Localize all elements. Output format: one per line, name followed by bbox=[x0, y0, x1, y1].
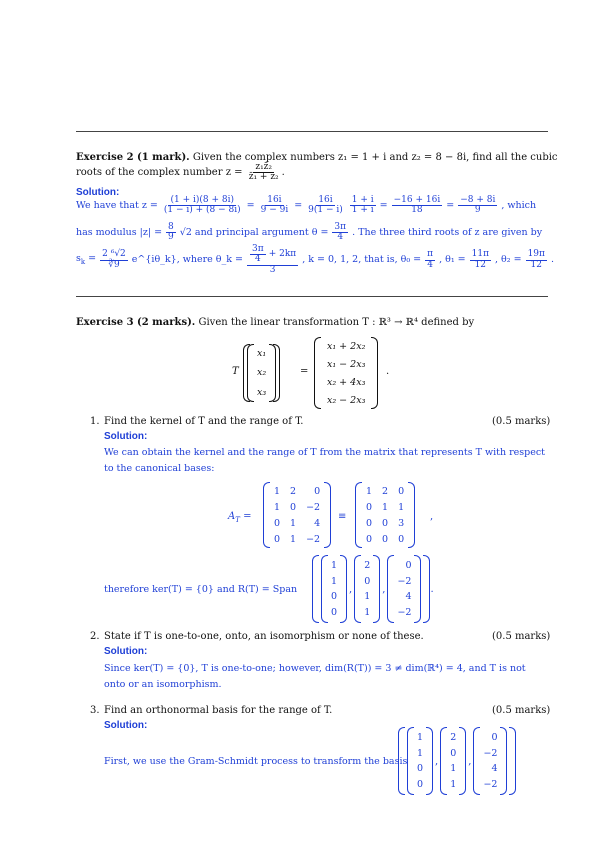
matrix-entry: 1 bbox=[290, 533, 297, 545]
vector-entry: −2 bbox=[483, 778, 498, 790]
item-3-solution-line1: First, we use the Gram-Schmidt process to transform the basis bbox=[104, 756, 408, 767]
matrix-entry: 2 bbox=[382, 485, 389, 497]
vector-entry: 1 bbox=[417, 732, 424, 744]
matrix-entry: 0 bbox=[398, 533, 405, 545]
vector-entry: 0 bbox=[331, 591, 338, 603]
kernel-range-statement: therefore ker(T) = {0} and R(T) = Span bbox=[104, 584, 298, 595]
vector-entry: 2 bbox=[364, 560, 371, 572]
item-2-solution-label: Solution: bbox=[104, 646, 148, 657]
item-3-marks: (0.5 marks) bbox=[492, 705, 551, 716]
exercise-2-text: Given the complex numbers z₁ = 1 + i and z₂ = 8 − 8i, find all the cubic bbox=[192, 152, 558, 163]
period: . bbox=[386, 366, 390, 377]
matrix-entry: −2 bbox=[306, 501, 321, 513]
equiv-sign: ≡ bbox=[338, 511, 347, 522]
exercise-2-solution-line2: has modulus |z| = $\frac{8}{9}$ √2 and principal argument θ = $\frac{3\pi}{4}$ . The three third roots of z are given by bbox=[76, 222, 543, 243]
matrix-entry: 1 bbox=[398, 501, 405, 513]
exercise-3-text: Given the linear transformation T : ℝ³ → ℝ⁴ defined by bbox=[198, 317, 475, 328]
vector-entry: 0 bbox=[450, 747, 457, 759]
item-2-text: State if T is one-to-one, onto, an isomorphism or none of these. bbox=[104, 631, 424, 642]
column-vector bbox=[321, 555, 347, 623]
matrix-entry: 0 bbox=[290, 501, 297, 513]
item-1-solution-line1: We can obtain the kernel and the range of T from the matrix that represents T with respect bbox=[104, 447, 545, 458]
vector-entry: 1 bbox=[331, 575, 338, 587]
matrix-entry: 0 bbox=[274, 517, 281, 529]
item-2-marks: (0.5 marks) bbox=[492, 631, 551, 642]
vector-entry: 0 bbox=[364, 575, 371, 587]
item-2-number: 2. bbox=[90, 631, 100, 642]
matrix-entry: 0 bbox=[274, 533, 281, 545]
matrix-entry: 1 bbox=[274, 485, 281, 497]
exercise-2-text2: roots of the complex number z = bbox=[76, 166, 243, 178]
matrix-entry: 3 bbox=[398, 517, 405, 529]
item-3-solution-label: Solution: bbox=[104, 720, 148, 731]
vector-entry: 1 bbox=[417, 747, 424, 759]
vector-entry: 1 bbox=[364, 591, 371, 603]
matrix-entry: 1 bbox=[366, 485, 373, 497]
vector-entry: 1 bbox=[364, 606, 371, 618]
vector-entry: 4 bbox=[405, 591, 412, 603]
item-3-text: Find an orthonormal basis for the range of T. bbox=[104, 705, 333, 716]
vector-entry: x₃ bbox=[257, 386, 267, 398]
matrix-entry: −2 bbox=[306, 533, 321, 545]
matrix-entry: 0 bbox=[382, 533, 389, 545]
column-vector bbox=[407, 727, 433, 795]
basis-vectors bbox=[398, 728, 516, 794]
vector-entry: 4 bbox=[491, 763, 498, 775]
exercise-3-title: Exercise 3 (2 marks). bbox=[76, 317, 196, 328]
exercise-2-solution-line3: $s_k$ = $\frac{\text{2 ⁶√2}}{∛9}$ e^{iθ_k}, where θ_k = $\frac{3\pi}{4}$ + 2kπ 3 , k = 0, 1, 2, that is, θ₀ = $\frac{\pi}{4}$ , θ₁ = $\frac{11\pi}{12}$ , θ₂ = $\frac{19\pi}{12}$ . bbox=[76, 244, 554, 275]
exercise-3-statement bbox=[76, 318, 474, 328]
item-2-solution-line1: Since ker(T) = {0}, T is one-to-one; however, dim(R(T)) = 3 ≠ dim(ℝ⁴) = 4, and T is not bbox=[104, 663, 526, 674]
item-1-solution-label: Solution: bbox=[104, 431, 148, 442]
comma: , bbox=[349, 583, 353, 595]
vector-entry: 0 bbox=[417, 778, 424, 790]
vector-entry: x₁ − 2x₃ bbox=[327, 358, 366, 370]
column-vector bbox=[387, 555, 421, 623]
matrix-entry: 4 bbox=[314, 517, 321, 529]
item-3-number: 3. bbox=[90, 705, 100, 716]
matrix-entry: 1 bbox=[382, 501, 389, 513]
vector-entry: −2 bbox=[483, 747, 498, 759]
matrix-entry: 1 bbox=[290, 517, 297, 529]
item-1-solution-line2: to the canonical bases: bbox=[104, 463, 215, 474]
top-rule bbox=[76, 131, 548, 132]
T-label: T bbox=[232, 366, 239, 377]
matrix-entry: 0 bbox=[382, 517, 389, 529]
matrix-reduced bbox=[355, 482, 415, 548]
output-vector bbox=[314, 337, 378, 409]
vector-entry: 2 bbox=[450, 732, 457, 744]
vector-entry: x₂ bbox=[257, 367, 267, 379]
vector-entry: 0 bbox=[331, 606, 338, 618]
matrix-entry: 0 bbox=[398, 485, 405, 497]
matrix-entry: 0 bbox=[366, 533, 373, 545]
exercise-2-title: Exercise 2 (1 mark). bbox=[76, 152, 190, 163]
exercise-2-solution-label: Solution: bbox=[76, 187, 120, 198]
exercise-2-solution-line1: We have that z = $\frac{(1 + i)(8 + 8i)}{(1 - i) + (8 - 8i)}$ = $\frac{16i}{9 - 9i}$ = $\frac{16i}{9(1 - i)}$ $\frac{1 + i}{1 + i}$ = $\frac{-16 + 16i}{18}$ = $\frac{-8 + 8i}{9}$ , which bbox=[76, 195, 537, 216]
vector-entry: −2 bbox=[397, 606, 412, 618]
matrix-entry: 1 bbox=[274, 501, 281, 513]
item-2-solution-line2: onto or an isomorphism. bbox=[104, 679, 222, 690]
exercise-2-statement-line2: roots of the complex number z = $\frac{\text{z₁z̄₂}}{\text{z̄₁ + z₂}}$ . bbox=[76, 162, 285, 183]
item-1-number: 1. bbox=[90, 416, 100, 427]
column-vector bbox=[473, 727, 507, 795]
exercise-2-statement bbox=[76, 153, 558, 163]
middle-rule bbox=[76, 296, 548, 297]
span-vectors bbox=[312, 556, 434, 622]
comma: , bbox=[430, 511, 434, 522]
AT-label: $A_T$ = bbox=[228, 511, 252, 524]
comma: , bbox=[468, 755, 472, 767]
comma: , bbox=[382, 583, 386, 595]
matrix-AT bbox=[263, 482, 331, 548]
vector-entry: −2 bbox=[397, 575, 412, 587]
item-1-text: Find the kernel of T and the range of T. bbox=[104, 416, 304, 427]
matrix-entry: 0 bbox=[366, 517, 373, 529]
vector-entry: 0 bbox=[405, 560, 412, 572]
equals-sign: = bbox=[300, 366, 309, 377]
input-vector bbox=[243, 344, 280, 402]
column-vector bbox=[354, 555, 380, 623]
item-1-marks: (0.5 marks) bbox=[492, 416, 551, 427]
period: . bbox=[430, 583, 434, 595]
vector-entry: 1 bbox=[450, 778, 457, 790]
vector-entry: 0 bbox=[491, 732, 498, 744]
matrix-entry: 0 bbox=[314, 485, 321, 497]
vector-entry: x₂ + 4x₃ bbox=[327, 376, 366, 388]
matrix-entry: 2 bbox=[290, 485, 297, 497]
vector-entry: x₁ bbox=[257, 348, 267, 360]
comma: , bbox=[435, 755, 439, 767]
vector-entry: x₁ + 2x₂ bbox=[327, 340, 366, 352]
vector-entry: 0 bbox=[417, 763, 424, 775]
matrix-entry: 0 bbox=[366, 501, 373, 513]
vector-entry: 1 bbox=[450, 763, 457, 775]
column-vector bbox=[440, 727, 466, 795]
vector-entry: 1 bbox=[331, 560, 338, 572]
vector-entry: x₂ − 2x₃ bbox=[327, 394, 366, 406]
z-fraction: $\frac{\text{z₁z̄₂}}{\text{z̄₁ + z₂}}$ bbox=[248, 162, 279, 183]
